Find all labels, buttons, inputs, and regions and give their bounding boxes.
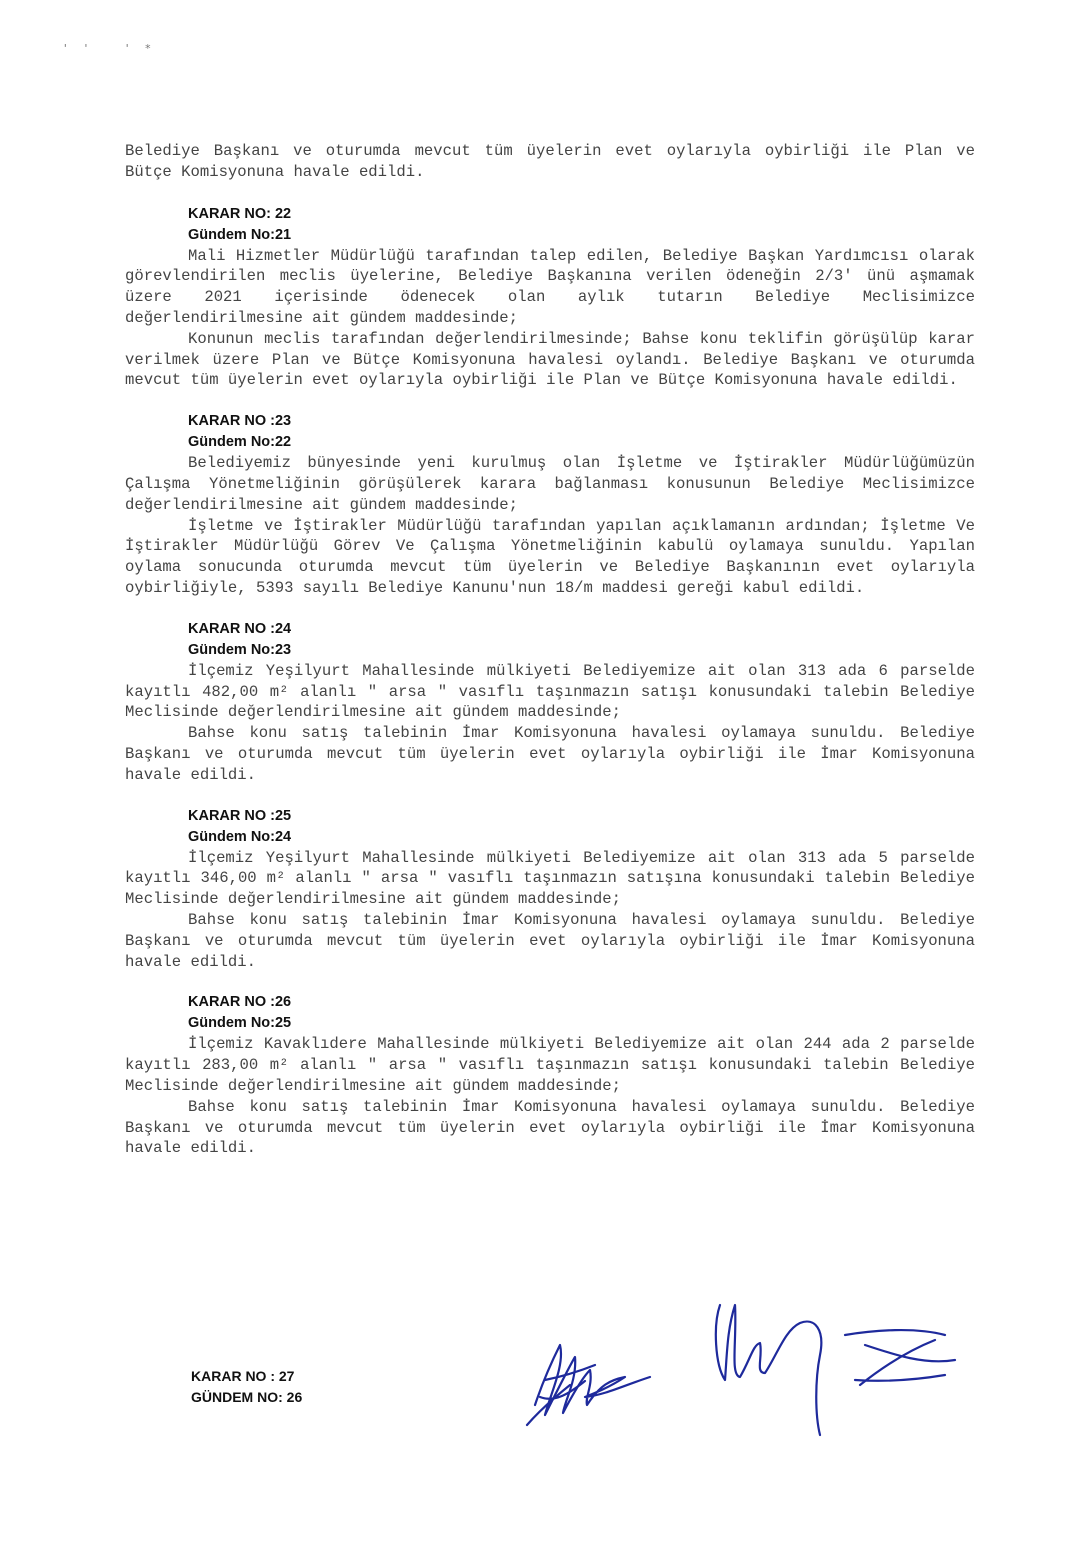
document-body <box>125 141 975 1159</box>
gundem-no-label: Gündem No:23 <box>188 641 292 658</box>
decision-24 <box>125 619 975 786</box>
decision-22 <box>125 204 975 392</box>
gundem-no-label: GÜNDEM NO: 26 <box>191 1389 303 1405</box>
decision-paragraph: İlçemiz Yeşilyurt Mahallesinde mülkiyeti Belediyemize ait olan 313 ada 5 parselde kayıtlı 346,00 m² alanlı " arsa " vasıflı taşınmazın satışına konusundaki talebin Belediye Meclisinde değerlendirilmesine ait gündem maddesinde; <box>125 848 975 909</box>
decision-23 <box>125 411 975 599</box>
signatures <box>515 1285 975 1445</box>
next-decision-header <box>191 1366 302 1408</box>
scan-marks: '' '* <box>62 42 166 55</box>
signature-left-scribble <box>527 1365 595 1425</box>
karar-no-label: KARAR NO: 22 <box>188 205 292 222</box>
gundem-no-label: Gündem No:21 <box>188 226 292 243</box>
karar-no-label: KARAR NO :25 <box>188 807 292 824</box>
karar-no-label: KARAR NO :23 <box>188 413 292 430</box>
decision-26 <box>125 992 975 1159</box>
signature-left <box>535 1345 650 1415</box>
decision-paragraph: İlçemiz Yeşilyurt Mahallesinde mülkiyeti Belediyemize ait olan 313 ada 6 parselde kayıtlı 482,00 m² alanlı " arsa " vasıflı taşınmazın satışı konusundaki talebin Belediye Meclisinde değerlendirilmesine ait gündem maddesinde; <box>125 661 975 722</box>
decision-25 <box>125 806 975 973</box>
decision-paragraph: Bahse konu satış talebinin İmar Komisyonuna havalesi oylamaya sunuldu. Belediye Başkanı ve oturumda mevcut tüm üyelerin evet oylarıyla oybirliği ile İmar Komisyonuna havale edildi. <box>125 1097 975 1158</box>
decision-paragraph: Bahse konu satış talebinin İmar Komisyonuna havalesi oylamaya sunuldu. Belediye Başkanı ve oturumda mevcut tüm üyelerin evet oylarıyla oybirliği ile İmar Komisyonuna havale edildi. <box>125 724 975 784</box>
decision-paragraph: İşletme ve İştirakler Müdürlüğü tarafından yapılan açıklamanın ardından; İşletme Ve İştirakler Müdürlüğü Görev Ve Çalışma Yönetmeliğinin kabulü oylamaya sunuldu. Yapılan oylama sonucunda oturumda mevcut tüm üyelerin ve Belediye Başkanının evet oylarıyla oybirliğiyle, 5393 sayılı Belediye Kanunu'nun 18/m maddesi gereği kabul edildi. <box>125 516 975 597</box>
signature-right <box>716 1305 821 1435</box>
decision-paragraph: Belediyemiz bünyesinde yeni kurulmuş olan İşletme ve İştirakler Müdürlüğümüzün Çalışma Yönetmeliğinin görüşülerek karara bağlanması konusunun Belediye Meclisimizce değerlendirilmesine ait gündem maddesinde; <box>125 454 975 514</box>
decision-paragraph: Bahse konu satış talebinin İmar Komisyonuna havalesi oylamaya sunuldu. Belediye Başkanı ve oturumda mevcut tüm üyelerin evet oylarıyla oybirliği ile İmar Komisyonuna havale edildi. <box>125 910 975 971</box>
gundem-no-label: Gündem No:25 <box>188 1015 292 1032</box>
decision-paragraph: Mali Hizmetler Müdürlüğü tarafından talep edilen, Belediye Başkan Yardımcısı olarak görevlendirilen meclis üyelerine, Belediye Başkanına verilen ödeneğin 2/3' ünü aşmamak üzere 2021 içerisinde ödenecek olan aylık tutarın Belediye Meclisimizce değerlendirilmesine ait gündem maddesinde; <box>125 246 975 327</box>
gundem-no-label: Gündem No:24 <box>188 828 292 845</box>
decision-paragraph: İlçemiz Kavaklıdere Mahallesinde mülkiyeti Belediyemize ait olan 244 ada 2 parselde kayıtlı 283,00 m² alanlı " arsa " vasıflı taşınmazın satışı konusundaki talebin Belediye Meclisinde değerlendirilmesine ait gündem maddesinde; <box>125 1035 975 1095</box>
karar-no-label: KARAR NO : 27 <box>191 1368 295 1384</box>
decision-paragraph: Konunun meclis tarafından değerlendirilmesinde; Bahse konu teklifin görüşülüp karar verilmek üzere Plan ve Bütçe Komisyonuna havalesi oylandı. Belediye Başkanı ve oturumda mevcut tüm üyelerin evet oylarıyla oybirliği ile Plan ve Bütçe Komisyonuna havale edildi. <box>125 329 975 390</box>
intro-paragraph: Belediye Başkanı ve oturumda mevcut tüm üyelerin evet oylarıyla oybirliği ile Plan ve Bütçe Komisyonuna havale edildi. <box>125 142 975 181</box>
signature-right-mark <box>845 1330 955 1385</box>
karar-no-label: KARAR NO :26 <box>188 994 292 1011</box>
gundem-no-label: Gündem No:22 <box>188 434 292 451</box>
karar-no-label: KARAR NO :24 <box>188 620 292 637</box>
